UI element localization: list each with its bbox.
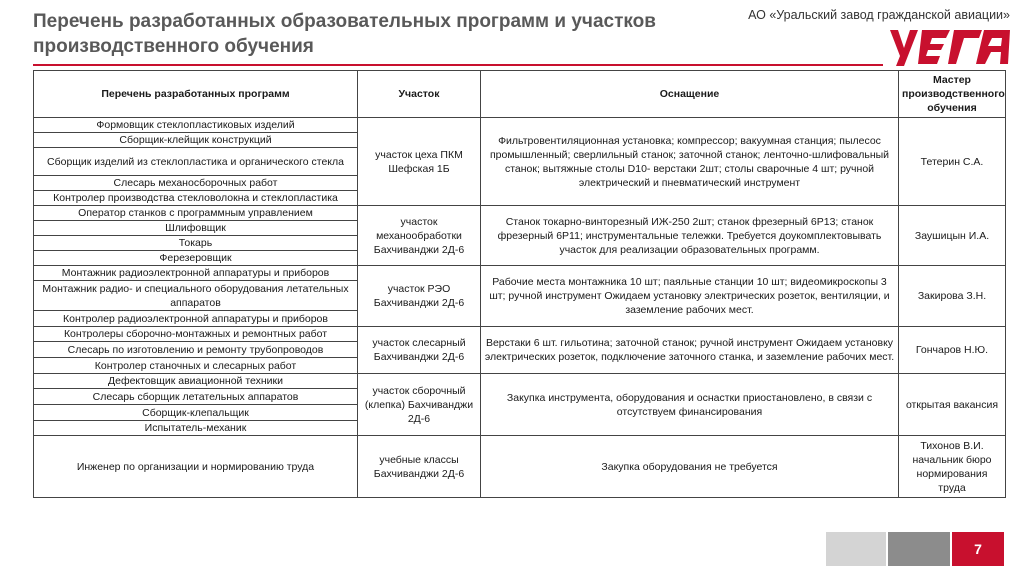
program-name: Слесарь по изготовлению и ремонту трубопроводов <box>34 342 358 358</box>
header-master: Мастер производственного обучения <box>899 71 1006 118</box>
header-equipment: Оснащение <box>481 71 899 118</box>
program-name: Монтажник радиоэлектронной аппаратуры и приборов <box>34 266 358 281</box>
equipment-cell: Рабочие места монтажника 10 шт; паяльные станции 10 шт; видеомикроскопы 3 шт; ручной инструмент Ожидаем установку электрических розеток, вентиляции, и заземление рабочих мест. <box>481 266 899 327</box>
program-name: Токарь <box>34 236 358 251</box>
program-name: Сборщик-клепальщик <box>34 405 358 421</box>
table-row <box>34 374 1006 389</box>
table-row <box>34 266 1006 281</box>
program-name: Инженер по организации и нормированию труда <box>34 436 358 498</box>
master-cell: Тихонов В.И. начальник бюро нормирования труда <box>899 436 1006 498</box>
program-name: Испытатель-механик <box>34 421 358 436</box>
program-name: Дефектовщик авиационной техники <box>34 374 358 389</box>
equipment-cell: Верстаки 6 шт. гильотина; заточной станок; ручной инструмент Ожидаем установку электрических розеток, подключение заточного станка, и заземление рабочих мест. <box>481 327 899 374</box>
company-logo <box>884 26 1014 68</box>
program-name: Слесарь сборщик летательных аппаратов <box>34 389 358 405</box>
site-cell: участок сборочный (клепка) Бахчиванджи 2Д-6 <box>358 374 481 436</box>
program-name: Шлифовщик <box>34 221 358 236</box>
program-name: Контролер станочных и слесарных работ <box>34 358 358 374</box>
equipment-cell: Станок токарно-винторезный ИЖ-250 2шт; станок фрезерный 6Р13; станок фрезерный 6Р11; инструментальные тележки. Требуется доукомплектовывать участок для реализации образовательных программ. <box>481 206 899 266</box>
program-name: Сборщик-клейщик конструкций <box>34 133 358 148</box>
footer-block-light <box>826 532 886 566</box>
master-cell: открытая вакансия <box>899 374 1006 436</box>
master-cell: Закирова З.Н. <box>899 266 1006 327</box>
equipment-cell: Закупка инструмента, оборудования и оснастки приостановлено, в связи с отсутствуем финансирования <box>481 374 899 436</box>
program-name: Формовщик стеклопластиковых изделий <box>34 118 358 133</box>
master-cell: Гончаров Н.Ю. <box>899 327 1006 374</box>
table-row <box>34 436 1006 498</box>
program-name: Ферезеровщик <box>34 251 358 266</box>
site-cell: участок слесарный Бахчиванджи 2Д-6 <box>358 327 481 374</box>
header-programs: Перечень разработанных программ <box>34 71 358 118</box>
site-cell: участок цеха ПКМ Шефская 1Б <box>358 118 481 206</box>
company-name: АО «Уральский завод гражданской авиации» <box>748 8 1010 22</box>
equipment-cell: Закупка оборудования не требуется <box>481 436 899 498</box>
footer-block-dark <box>888 532 950 566</box>
header-site: Участок <box>358 71 481 118</box>
program-name: Оператор станков с программным управлением <box>34 206 358 221</box>
table-row <box>34 206 1006 221</box>
master-cell: Заушицын И.А. <box>899 206 1006 266</box>
site-cell: участок механообработки Бахчиванджи 2Д-6 <box>358 206 481 266</box>
site-cell: учебные классы Бахчиванджи 2Д-6 <box>358 436 481 498</box>
table-row <box>34 118 1006 133</box>
program-name: Сборщик изделий из стеклопластика и органического стекла <box>34 148 358 176</box>
program-name: Монтажник радио- и специального оборудования летательных аппаратов <box>34 281 358 311</box>
table-row <box>34 327 1006 342</box>
master-cell: Тетерин С.А. <box>899 118 1006 206</box>
program-name: Слесарь механосборочных работ <box>34 176 358 191</box>
program-name: Контролеры сборочно-монтажных и ремонтных работ <box>34 327 358 342</box>
page-number: 7 <box>952 532 1004 566</box>
program-name: Контролер радиоэлектронной аппаратуры и приборов <box>34 311 358 327</box>
site-cell: участок РЭО Бахчиванджи 2Д-6 <box>358 266 481 327</box>
equipment-cell: Фильтровентиляционная установка; компрессор; вакуумная станция; пылесос промышленный; сверлильный станок; заточной станок; ленточно-шлифовальный станок; вытяжные столы D10- верстаки 2шт; столы сварочные 4 шт; ручной электрический и пневматический инструмент <box>481 118 899 206</box>
title-divider <box>33 64 883 66</box>
program-name: Контролер производства стекловолокна и стеклопластика <box>34 191 358 206</box>
programs-table <box>33 70 1006 498</box>
page-title: Перечень разработанных образовательных программ и участков производственного обучения <box>33 11 656 57</box>
